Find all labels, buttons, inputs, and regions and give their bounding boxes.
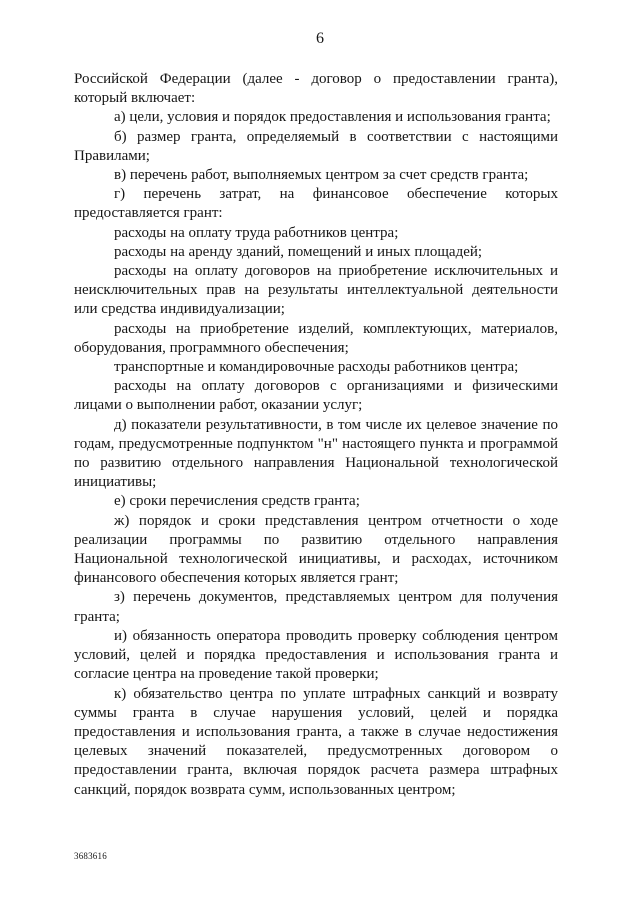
paragraph-item-i: и) обязанность оператора проводить проверку соблюдения центром условий, целей и порядка предоставления и использования гранта и согласие центра на проведение такой проверки; [74,627,558,683]
paragraph-expense-equipment: расходы на приобретение изделий, комплектующих, материалов, оборудования, программного обеспечения; [74,320,558,356]
paragraph-item-g: г) перечень затрат, на финансовое обеспечение которых предоставляется грант: [74,186,558,222]
paragraph-expense-rent: расходы на аренду зданий, помещений и иных площадей; [114,243,483,260]
paragraph-expense-labor: расходы на оплату труда работников центра; [114,224,399,241]
paragraph-item-d: д) показатели результативности, в том числе их целевое значение по годам, предусмотренные подпунктом "н" настоящего пункта и программой по развитию отдельного направления Национальной технологической инициативы; [74,416,558,491]
page-number: 6 [316,30,324,47]
paragraph-item-e: е) сроки перечисления средств гранта; [114,493,360,510]
paragraph-item-v: в) перечень работ, выполняемых центром за счет средств гранта; [114,167,529,184]
document-body [74,70,558,800]
paragraph-item-b: б) размер гранта, определяемый в соответствии с настоящими Правилами; [74,128,558,164]
paragraph-item-zh: ж) порядок и сроки представления центром отчетности о ходе реализации программы по развитию отдельного направления Национальной технологической инициативы, и расходах, источником финансового обеспечения которых является грант; [74,512,558,587]
paragraph-intro: Российской Федерации (далее - договор о предоставлении гранта), который включает: [74,71,558,107]
paragraph-item-k: к) обязательство центра по уплате штрафных санкций и возврату суммы гранта в случае нарушения условий, целей и порядка предоставления и использования гранта, а также в случае недостижения целевых значений показателей, предусмотренных договором о предоставлении гранта, включая порядок расчета размера штрафных санкций, порядок возврата сумм, использованных центром; [74,685,558,798]
paragraph-expense-contracts: расходы на оплату договоров с организациями и физическими лицами о выполнении работ, оказании услуг; [74,378,558,414]
document-id: 3683616 [74,851,107,861]
paragraph-expense-rights: расходы на оплату договоров на приобретение исключительных и неисключительных прав на результаты интеллектуальной деятельности или средства индивидуализации; [74,263,558,318]
paragraph-expense-travel: транспортные и командировочные расходы работников центра; [114,359,519,376]
paragraph-item-z: з) перечень документов, представляемых центром для получения гранта; [74,589,558,625]
paragraph-item-a: а) цели, условия и порядок предоставления и использования гранта; [114,109,551,126]
